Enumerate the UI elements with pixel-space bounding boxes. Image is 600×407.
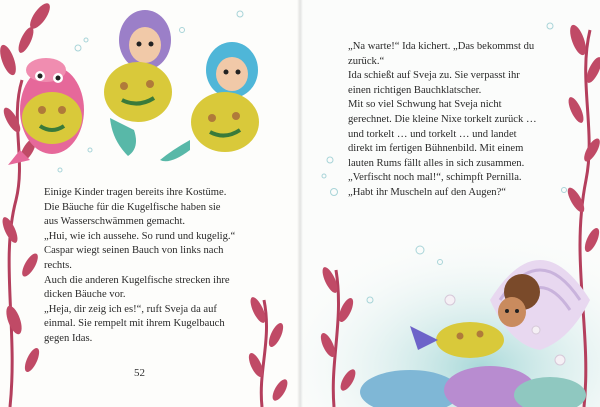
text-line: gegen Idas.: [44, 332, 93, 344]
text-line: gerechnet. Die kleine Nixe torkelt zurück …: [348, 113, 537, 125]
text-line: Einige Kinder tragen bereits ihre Kostüme.: [44, 187, 227, 198]
text-line: Mit so viel Schwung hat Sveja nicht: [348, 99, 502, 111]
text-line: direkt im fertigen Bühnenbild. Mit einem: [348, 143, 524, 155]
text-line: Caspar wiegt seinen Bauch von links nach: [44, 245, 224, 257]
text-line: „Heja, dir zeig ich es!“, ruft Sveja da auf: [44, 303, 217, 315]
mermaid-purple-illustration: [104, 10, 172, 122]
right-page-text: [348, 40, 588, 201]
book-gutter: [297, 0, 303, 407]
page-number: 52: [134, 367, 145, 379]
left-page-text: [44, 186, 259, 347]
text-line: und torkelt … und torkelt … und landet: [348, 128, 517, 140]
text-line: „Habt ihr Muscheln auf den Augen?“: [348, 186, 506, 198]
text-line: Auch die anderen Kugelfische strecken ihre: [44, 274, 230, 286]
text-line: einmal. Sie rempelt mit ihrem Kugelbauch: [44, 318, 225, 330]
mermaid-tail: [110, 118, 136, 156]
text-line: rechts.: [44, 259, 72, 271]
mermaid-blue-illustration: [160, 42, 259, 161]
right-page: [300, 0, 600, 407]
text-line: zurück.“: [348, 55, 385, 67]
text-line: Ida schießt auf Sveja zu. Sie verpasst ihr: [348, 70, 520, 82]
text-line: „Hui, wie ich aussehe. So rund und kugelig.“: [44, 230, 236, 242]
text-line: Die Bäuche für die Kugelfische haben sie: [44, 201, 221, 213]
text-line: „Na warte!“ Ida kichert. „Das bekommst du: [348, 41, 535, 52]
text-line: lauten Rums fällt alles in sich zusammen.: [348, 157, 525, 169]
text-line: „Verfischt noch mal!“, schimpft Pernilla.: [348, 172, 522, 184]
text-line: einen richtigen Bauchklatscher.: [348, 84, 482, 96]
text-line: aus Wasserschwämmen gemacht.: [44, 216, 186, 228]
text-line: dicken Bäuche vor.: [44, 289, 126, 301]
